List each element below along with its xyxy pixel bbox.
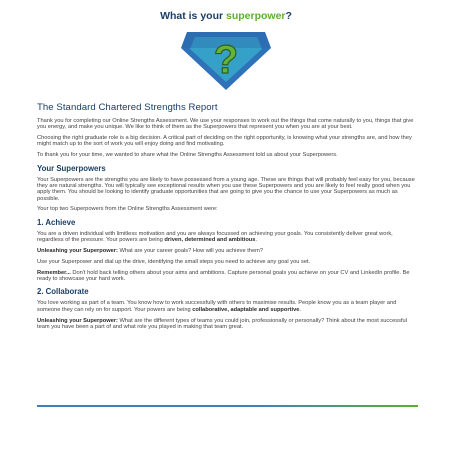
banner-highlight: superpower <box>226 10 286 22</box>
collaborate-unleash-label: Unleashing your Superpower: <box>37 317 118 324</box>
report-title: The Standard Chartered Strengths Report <box>37 102 218 113</box>
achieve-advice: Use your Superpower and dial up the drive, identifying the small steps you need to achieve any goal you set. <box>37 258 311 265</box>
achieve-unleash-label: Unleashing your Superpower: <box>37 247 118 254</box>
achieve-unleash-text: What are your career goals? How will you achieve them? <box>117 247 264 254</box>
collaborate-text-end: . <box>299 306 301 313</box>
superpowers-lead-in: Your top two Superpowers from the Online Strengths Assessment were: <box>37 206 218 213</box>
collaborate-powers: collaborative, adaptable and supportive <box>192 306 300 313</box>
achieve-remember <box>37 270 417 283</box>
report-content <box>37 102 417 335</box>
achieve-remember-text: Don't hold back telling others about your aims and ambitions. Capture personal goals you achieve on your CV and LinkedIn profile. Be ready to showcase your hard work. <box>37 269 410 283</box>
collaborate-text: You love working as part of a team. You know how to work successfully with others to maximise results. People know you as a team player and someone they can rely on for support. Your powers are being <box>37 300 397 313</box>
question-mark-shield-icon <box>179 30 273 92</box>
achieve-heading: 1. Achieve <box>37 217 76 227</box>
banner-prefix: What is your <box>160 10 226 22</box>
collaborate-unleash-text: What are the different types of teams you could join, professionally or personally? Think about the most successful team you have been a part of and what role you played in making that team great. <box>37 317 407 330</box>
banner-suffix: ? <box>285 10 292 22</box>
collaborate-heading: 2. Collaborate <box>37 287 89 297</box>
intro-paragraph-3: To thank you for your time, we wanted to share what the Online Strengths Assessment told us about your Superpowers. <box>37 152 338 159</box>
superpowers-heading: Your Superpowers <box>37 163 106 173</box>
page-banner <box>0 10 452 22</box>
achieve-powers: driven, determined and ambitious <box>164 237 256 244</box>
intro-paragraph-2: Choosing the right graduate role is a big decision. A critical part of deciding on the right opportunity, is knowing what your strengths are, and how they might match up to the sort of work you will enjoy doing and find motivating. <box>37 135 412 148</box>
achieve-text-end: . <box>255 237 258 244</box>
superpowers-paragraph: Your Superpowers are the strengths you are likely to have possessed from a young age. These are things that will probably feel easy for you, because they are natural strengths. You will typically see exceptional results when you use these Superpowers and you are likely to feel really good when you apply them. You should be looking to identify graduate opportunities that are going to give you the chance to use your Superpowers as much as possible. <box>37 176 415 202</box>
svg-text:?: ? <box>213 38 239 82</box>
footer-divider <box>37 405 418 407</box>
achieve-remember-label: Remember... <box>37 269 71 276</box>
achieve-text: You are a driven individual with limitless motivation and you are always focussed on achieving your goals. You consistently deliver great work, regardless of the pressure. Your powers are being <box>37 230 393 244</box>
collaborate-unleash <box>37 318 417 331</box>
intro-paragraph-1: Thank you for completing our Online Strengths Assessment. We use your responses to work out the things that come naturally to you, things that give you energy, and make you unique. We like to think of them as the Superpowers that represent you when you are at your best. <box>37 118 414 131</box>
achieve-description <box>37 231 417 244</box>
collaborate-description <box>37 300 417 313</box>
achieve-unleash <box>37 248 417 254</box>
